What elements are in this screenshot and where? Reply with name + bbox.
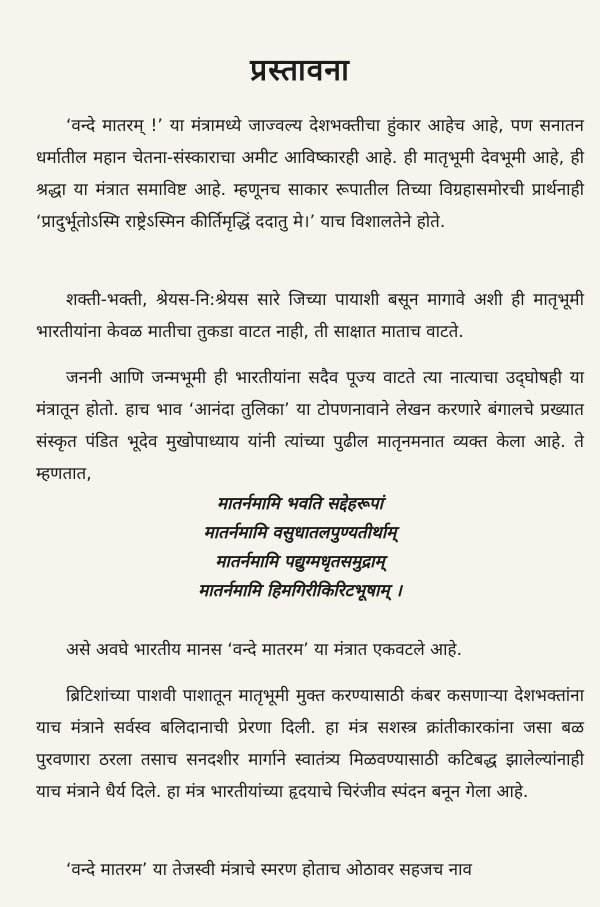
paragraph-6: ‘वन्दे मातरम’ या तेजस्वी मंत्राचे स्मरण होताच ओठावर सहजच नाव	[66, 860, 472, 880]
paragraph-4: असे अवघे भारतीय मानस ‘वन्दे मातरम’ या मंत्रात एकवटले आहे.	[66, 640, 462, 660]
verse-block	[0, 490, 600, 606]
verse-line-4: मातर्नमामि हिमगिरीकिरिटभूषाम् ।	[198, 581, 402, 601]
verse-line-1: मातर्नमामि भवति सद्देहरूपां	[216, 494, 384, 514]
verse-line-3: मातर्नमामि पद्युग्मधृतसमुद्राम्	[215, 552, 385, 572]
page-title: प्रस्तावना	[250, 53, 350, 88]
paragraph-1: ‘वन्दे मातरम् !’ या मंत्रामध्ये जाज्वल्य देशभक्तीचा हुंकार आहेच आहे, पण सनातन धर्मातील महान चेतना-संस्काराचा अमीट आविष्कारही आहे. ही मातृभूमी देवभूमी आहे, ही श्रद्धा या मंत्रात समाविष्ट आहे. म्हणूनच साकार रूपातील तिच्या विग्रहासमोरची प्रार्थनाही ‘प्रादुर्भूतोऽस्मि राष्ट्रेऽस्मिन कीर्तिमृद्धिं ददातु मे।’ याच विशालतेने होते.	[36, 116, 584, 232]
verse-line-2: मातर्नमामि वसुधातलपुण्यतीर्थाम्	[203, 523, 397, 543]
paragraph-3: जननी आणि जन्मभूमी ही भारतीयांना सदैव पूज्य वाटते त्या नात्याचा उद्‌घोषही या मंत्रातून होतो. हाच भाव ‘आनंदा तुलिका’ या टोपणनावाने लेखन करणारे बंगालचे प्रख्यात संस्कृत पंडित भूदेव मुखोपाध्याय यांनी त्यांच्या पुढील मातृनमनात व्यक्त केला आहे. ते म्हणतात,	[36, 368, 584, 484]
paragraph-5: ब्रिटिशांच्या पाशवी पाशातून मातृभूमी मुक्त करण्यासाठी कंबर कसणाऱ्या देशभक्तांना याच मंत्राने सर्वस्व बलिदानाची प्रेरणा दिली. हा मंत्र सशस्त्र क्रांतीकारकांना जसा बळ पुरवणारा ठरला तसाच सनदशीर मार्गाने स्वातंत्र्य मिळवण्यासाठी कटिबद्ध झालेल्यांनाही याच मंत्राने धैर्य दिले. हा मंत्र भारतीयांच्या हृदयाचे चिरंजीव स्पंदन बनून गेला आहे.	[36, 686, 584, 802]
paragraph-2: शक्ती-भक्ती, श्रेयस-नि:श्रेयस सारे जिच्या पायाशी बसून मागावे अशी ही मातृभूमी भारतीयांना केवळ मातीचा तुकडा वाटत नाही, ती साक्षात माताच वाटते.	[36, 290, 584, 342]
